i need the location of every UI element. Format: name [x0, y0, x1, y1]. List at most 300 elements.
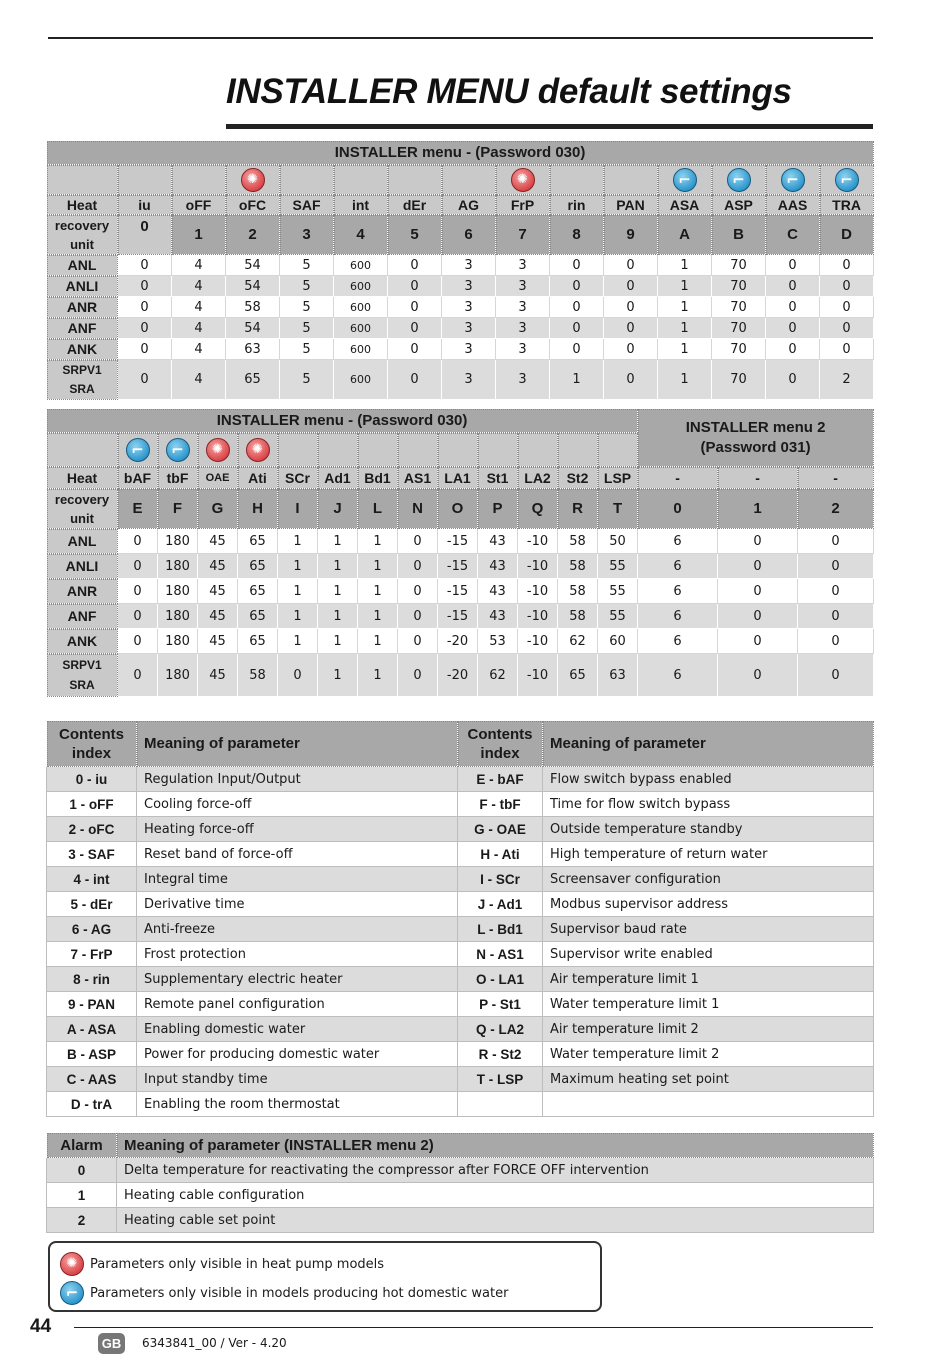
- table2-code: AS1: [398, 467, 438, 489]
- table1-code-row: [47, 195, 874, 215]
- table1-value: 3: [442, 339, 496, 360]
- table3-index: 7 - FrP: [47, 942, 137, 967]
- table2-data-row: [47, 554, 874, 579]
- table2-value: 0: [398, 629, 438, 654]
- table3-row: [47, 792, 874, 817]
- table1-index: 5: [388, 215, 442, 255]
- table2-row-label: Heat: [47, 467, 118, 489]
- table2-value: -15: [438, 529, 478, 554]
- table2-value: 0: [798, 529, 874, 554]
- table2-value: 1: [318, 654, 358, 697]
- legend-water-text: Parameters only visible in models producing hot domestic water: [90, 1285, 509, 1301]
- table1-value: 0: [118, 339, 172, 360]
- table4-row: [47, 1208, 874, 1233]
- table1-value: 70: [712, 276, 766, 297]
- table1-index: 8: [550, 215, 604, 255]
- table2-value: 0: [118, 604, 158, 629]
- table3-index-header-2: [458, 721, 543, 767]
- table2-value: 180: [158, 629, 198, 654]
- table1-icon-cell: [226, 165, 280, 195]
- table2-title: INSTALLER menu - (Password 030): [47, 409, 638, 433]
- table3-index: R - St2: [458, 1042, 543, 1067]
- table1-index: B: [712, 215, 766, 255]
- table1-value: 5: [280, 276, 334, 297]
- legend-water-row: [60, 1281, 508, 1305]
- table3-index: C - AAS: [47, 1067, 137, 1092]
- table2-index: 0: [638, 489, 718, 529]
- table1-code: SAF: [280, 195, 334, 215]
- table2-code: St2: [558, 467, 598, 489]
- table1-value: 3: [442, 276, 496, 297]
- table2-value: 0: [798, 604, 874, 629]
- table3-meaning: High temperature of return water: [543, 842, 874, 867]
- installer-menu-table-1: [46, 140, 874, 400]
- table2-data-row: [47, 654, 874, 697]
- table3-meaning: Modbus supervisor address: [543, 892, 874, 917]
- table2-icon-cell: [158, 433, 198, 467]
- table3-meaning: Regulation Input/Output: [137, 767, 458, 792]
- table3-meaning: Flow switch bypass enabled: [543, 767, 874, 792]
- table1-value: 0: [550, 255, 604, 276]
- table1-value: 0: [820, 297, 874, 318]
- table2-icon-cell: [398, 433, 438, 467]
- table2-value: 6: [638, 604, 718, 629]
- table3-row: [47, 942, 874, 967]
- table2-code-row: [47, 467, 874, 489]
- table3-index: [458, 1092, 543, 1117]
- table3-index: L - Bd1: [458, 917, 543, 942]
- table1-value: 0: [118, 297, 172, 318]
- table2-value: 55: [598, 579, 638, 604]
- table1-value: 0: [388, 318, 442, 339]
- table2-index: 2: [798, 489, 874, 529]
- table1-index: 9: [604, 215, 658, 255]
- table1-code: rin: [550, 195, 604, 215]
- table2-code: -: [718, 467, 798, 489]
- table1-code: ASA: [658, 195, 712, 215]
- table2-value: 1: [358, 604, 398, 629]
- table2-index: F: [158, 489, 198, 529]
- table2-icon-cell: [558, 433, 598, 467]
- table2-row-label-2: [47, 489, 118, 529]
- table1-value: 70: [712, 297, 766, 318]
- table2-unit: ANLI: [47, 554, 118, 579]
- table3-row: [47, 767, 874, 792]
- table1-data-row: [47, 297, 874, 318]
- table1-value: 3: [496, 360, 550, 400]
- table1-value: 70: [712, 318, 766, 339]
- table3-index: N - AS1: [458, 942, 543, 967]
- table3-row: [47, 867, 874, 892]
- table2-code: -: [798, 467, 874, 489]
- table3-meaning-header-2: Meaning of parameter: [543, 721, 874, 767]
- table3-index: 0 - iu: [47, 767, 137, 792]
- table2-value: 1: [318, 604, 358, 629]
- table2-icon-cell: [198, 433, 238, 467]
- table3-meaning: Supplementary electric heater: [137, 967, 458, 992]
- table1-value: 0: [820, 318, 874, 339]
- table2-value: 1: [318, 579, 358, 604]
- table3-index: 4 - int: [47, 867, 137, 892]
- table1-row-label-line: unit: [70, 236, 94, 252]
- table1-value: 0: [118, 276, 172, 297]
- table3-meaning: Input standby time: [137, 1067, 458, 1092]
- table2-index: E: [118, 489, 158, 529]
- table3-index: D - trA: [47, 1092, 137, 1117]
- table3-index-header-1: [47, 721, 137, 767]
- table4-alarm-header: Alarm: [47, 1133, 117, 1158]
- table2-index: P: [478, 489, 518, 529]
- table2-index: G: [198, 489, 238, 529]
- table1-code: oFC: [226, 195, 280, 215]
- table3-index: 8 - rin: [47, 967, 137, 992]
- table2-value: 1: [318, 629, 358, 654]
- table2-title-row: [47, 409, 874, 433]
- table1-index: 3: [280, 215, 334, 255]
- table1-value: 0: [766, 360, 820, 400]
- water-tap-icon: [835, 168, 859, 192]
- table2-code: SCr: [278, 467, 318, 489]
- table2-value: 58: [558, 554, 598, 579]
- table1-index: 7: [496, 215, 550, 255]
- table1-value: 0: [550, 339, 604, 360]
- table2-value: -15: [438, 579, 478, 604]
- table1-value: 0: [604, 297, 658, 318]
- table2-unit-line: SRA: [69, 678, 95, 692]
- table3-meaning: Heating force-off: [137, 817, 458, 842]
- table3-row: [47, 967, 874, 992]
- table1-unit: ANR: [47, 297, 118, 318]
- table1-icon-cell-blank: [47, 165, 118, 195]
- table1-value: 0: [118, 360, 172, 400]
- table4-header-row: [47, 1133, 874, 1158]
- table1-value: 0: [550, 276, 604, 297]
- table3-meaning: Outside temperature standby: [543, 817, 874, 842]
- table1-value: 0: [388, 276, 442, 297]
- heat-pump-icon: [246, 438, 270, 462]
- table3-index: 6 - AG: [47, 917, 137, 942]
- title-underline: [226, 124, 873, 129]
- table1-value: 0: [604, 339, 658, 360]
- table4-meaning: Heating cable set point: [117, 1208, 874, 1233]
- table1-value: 70: [712, 339, 766, 360]
- table1-value: 4: [172, 255, 226, 276]
- table2-index: T: [598, 489, 638, 529]
- table2-icon-cell: [278, 433, 318, 467]
- table2-value: 0: [718, 604, 798, 629]
- table2-value: 1: [318, 529, 358, 554]
- table4-row: [47, 1183, 874, 1208]
- table1-value: 600: [334, 318, 388, 339]
- table2-value: 1: [278, 604, 318, 629]
- table2-value: 180: [158, 579, 198, 604]
- table1-value: 0: [604, 276, 658, 297]
- table1-value: 0: [766, 297, 820, 318]
- table2-value: -10: [518, 654, 558, 697]
- water-tap-icon: [781, 168, 805, 192]
- table1-value: 4: [172, 360, 226, 400]
- table1-value: 3: [496, 255, 550, 276]
- table2-value: -10: [518, 629, 558, 654]
- table2-value: 60: [598, 629, 638, 654]
- table1-value: 0: [766, 255, 820, 276]
- table2-value: 6: [638, 529, 718, 554]
- table2-index: O: [438, 489, 478, 529]
- table1-value: 0: [550, 297, 604, 318]
- table3-meaning: Water temperature limit 2: [543, 1042, 874, 1067]
- table2-code: -: [638, 467, 718, 489]
- table3-meaning: Air temperature limit 1: [543, 967, 874, 992]
- table1-value: 2: [820, 360, 874, 400]
- table2-value: 45: [198, 579, 238, 604]
- table2-icon-cell: [238, 433, 278, 467]
- table3-index: F - tbF: [458, 792, 543, 817]
- table3-index: I - SCr: [458, 867, 543, 892]
- table2-value: 1: [358, 529, 398, 554]
- table3-meaning: Air temperature limit 2: [543, 1017, 874, 1042]
- table1-icon-cell: [712, 165, 766, 195]
- table1-value: 5: [280, 339, 334, 360]
- table1-value: 3: [442, 318, 496, 339]
- table2-value: 0: [118, 654, 158, 697]
- table1-data-row: [47, 339, 874, 360]
- table3-index: 2 - oFC: [47, 817, 137, 842]
- table3-row: [47, 917, 874, 942]
- table2-icon-cell: [358, 433, 398, 467]
- table1-unit: ANF: [47, 318, 118, 339]
- table1-code: PAN: [604, 195, 658, 215]
- water-tap-icon: [60, 1281, 84, 1305]
- table1-value: 4: [172, 276, 226, 297]
- table2-index: Q: [518, 489, 558, 529]
- table2-index: R: [558, 489, 598, 529]
- table2-value: 58: [558, 579, 598, 604]
- table1-icon-cell: [388, 165, 442, 195]
- heat-pump-icon: [241, 168, 265, 192]
- table1-data-row: [47, 255, 874, 276]
- table4-meaning: Heating cable configuration: [117, 1183, 874, 1208]
- table1-index: 6: [442, 215, 496, 255]
- table1-value: 70: [712, 360, 766, 400]
- table2-value: 0: [718, 529, 798, 554]
- table3-index: T - LSP: [458, 1067, 543, 1092]
- table2-code: Ad1: [318, 467, 358, 489]
- table3-meaning: Cooling force-off: [137, 792, 458, 817]
- table1-value: 3: [496, 297, 550, 318]
- table2-value: 62: [558, 629, 598, 654]
- heat-pump-icon: [511, 168, 535, 192]
- table2-value: 6: [638, 654, 718, 697]
- table2-value: 0: [718, 554, 798, 579]
- table1-row-label: Heat: [47, 195, 118, 215]
- table1-value: 1: [658, 339, 712, 360]
- table3-index: E - bAF: [458, 767, 543, 792]
- table2-icon-cell: [598, 433, 638, 467]
- table2-value: 6: [638, 629, 718, 654]
- table1-code: int: [334, 195, 388, 215]
- table1-value: 0: [118, 318, 172, 339]
- table1-data-row: [47, 360, 874, 400]
- table1-value: 0: [604, 360, 658, 400]
- table2-value: 53: [478, 629, 518, 654]
- table1-value: 1: [658, 360, 712, 400]
- table2-code: Ati: [238, 467, 278, 489]
- water-tap-icon: [126, 438, 150, 462]
- table2-value: -10: [518, 579, 558, 604]
- table3-header-row: [47, 721, 874, 767]
- alarm-meaning-table: [46, 1132, 874, 1233]
- table3-row: [47, 892, 874, 917]
- table2-code: LA2: [518, 467, 558, 489]
- table1-icon-cell: [334, 165, 388, 195]
- table4-meaning: Delta temperature for reactivating the compressor after FORCE OFF intervention: [117, 1158, 874, 1183]
- table1-icon-cell: [766, 165, 820, 195]
- table2-value: 0: [398, 554, 438, 579]
- table1-value: 54: [226, 318, 280, 339]
- table2-value: 0: [398, 579, 438, 604]
- table2-menu2-title: [638, 409, 874, 467]
- table1-value: 3: [496, 339, 550, 360]
- page-number: 44: [30, 1316, 52, 1337]
- table1-value: 0: [820, 276, 874, 297]
- table2-value: 0: [118, 579, 158, 604]
- table2-value: 0: [398, 529, 438, 554]
- table2-code: LSP: [598, 467, 638, 489]
- table2-value: 180: [158, 554, 198, 579]
- table1-icon-cell: [604, 165, 658, 195]
- table1-index-row: [47, 215, 874, 255]
- table2-unit: ANR: [47, 579, 118, 604]
- table1-value: 5: [280, 318, 334, 339]
- table3-index: B - ASP: [47, 1042, 137, 1067]
- table4-meaning-header: Meaning of parameter (INSTALLER menu 2): [117, 1133, 874, 1158]
- table3-meaning: Enabling domestic water: [137, 1017, 458, 1042]
- table1-value: 3: [442, 360, 496, 400]
- table3-index: 1 - oFF: [47, 792, 137, 817]
- table1-code: TRA: [820, 195, 874, 215]
- table2-value: 0: [718, 579, 798, 604]
- top-rule: [48, 37, 873, 39]
- table3-row: [47, 842, 874, 867]
- table2-index: H: [238, 489, 278, 529]
- table2-value: -10: [518, 529, 558, 554]
- table1-icon-cell: [442, 165, 496, 195]
- table3-index: O - LA1: [458, 967, 543, 992]
- table3-index: 3 - SAF: [47, 842, 137, 867]
- table3-meaning: Water temperature limit 1: [543, 992, 874, 1017]
- table1-value: 63: [226, 339, 280, 360]
- table1-value: 0: [388, 255, 442, 276]
- water-tap-icon: [727, 168, 751, 192]
- table1-value: 0: [388, 297, 442, 318]
- table3-row: [47, 817, 874, 842]
- table3-meaning: Screensaver configuration: [543, 867, 874, 892]
- table2-value: 0: [798, 579, 874, 604]
- table3-meaning: Integral time: [137, 867, 458, 892]
- table2-unit-line: SRPV1: [62, 658, 102, 672]
- legend-heat-row: [60, 1252, 384, 1276]
- table1-icon-cell: [496, 165, 550, 195]
- table2-value: 45: [198, 629, 238, 654]
- table1-index: A: [658, 215, 712, 255]
- table1-value: 1: [658, 297, 712, 318]
- table1-value: 4: [172, 297, 226, 318]
- table2-data-row: [47, 629, 874, 654]
- table1-unit: [47, 360, 118, 400]
- table3-index: H - Ati: [458, 842, 543, 867]
- table3-index: 5 - dEr: [47, 892, 137, 917]
- table2-icon-cell: [118, 433, 158, 467]
- table3-meaning: Supervisor baud rate: [543, 917, 874, 942]
- table2-value: 0: [798, 654, 874, 697]
- table2-unit: ANL: [47, 529, 118, 554]
- table3-index: P - St1: [458, 992, 543, 1017]
- table1-icon-cell: [550, 165, 604, 195]
- table3-meaning: Remote panel configuration: [137, 992, 458, 1017]
- table3-meaning: Reset band of force-off: [137, 842, 458, 867]
- table2-value: 0: [278, 654, 318, 697]
- table2-value: 0: [798, 629, 874, 654]
- table1-icon-cell: [820, 165, 874, 195]
- table3-meaning-header-1: Meaning of parameter: [137, 721, 458, 767]
- table1-unit-line: SRA: [69, 381, 95, 396]
- table2-value: 1: [318, 554, 358, 579]
- table1-code: iu: [118, 195, 172, 215]
- table2-value: 180: [158, 529, 198, 554]
- table2-value: 0: [118, 529, 158, 554]
- table1-value: 0: [604, 318, 658, 339]
- table4-alarm-code: 0: [47, 1158, 117, 1183]
- table2-value: 0: [118, 629, 158, 654]
- table2-value: 55: [598, 604, 638, 629]
- legend-heat-text: Parameters only visible in heat pump models: [90, 1256, 385, 1272]
- table1-value: 54: [226, 276, 280, 297]
- table3-row: [47, 992, 874, 1017]
- table1-title-row: [47, 141, 874, 165]
- table2-value: 0: [718, 654, 798, 697]
- table3-index: J - Ad1: [458, 892, 543, 917]
- table1-value: 3: [496, 276, 550, 297]
- table2-value: 45: [198, 529, 238, 554]
- table1-value: 600: [334, 360, 388, 400]
- table2-value: 65: [558, 654, 598, 697]
- table1-unit: ANLI: [47, 276, 118, 297]
- table2-value: 43: [478, 529, 518, 554]
- table1-value: 0: [604, 255, 658, 276]
- table2-value: 55: [598, 554, 638, 579]
- table2-value: 65: [238, 579, 278, 604]
- table1-icon-cell: [172, 165, 226, 195]
- table1-index: C: [766, 215, 820, 255]
- table3-index-header-line: Contents: [59, 725, 124, 743]
- table1-code: ASP: [712, 195, 766, 215]
- table3-meaning: Supervisor write enabled: [543, 942, 874, 967]
- table2-value: 45: [198, 654, 238, 697]
- table1-code: FrP: [496, 195, 550, 215]
- table1-icon-cell: [118, 165, 172, 195]
- table2-code: LA1: [438, 467, 478, 489]
- table2-value: 43: [478, 554, 518, 579]
- table2-value: 43: [478, 579, 518, 604]
- table1-value: 65: [226, 360, 280, 400]
- table1-code: oFF: [172, 195, 226, 215]
- table2-code: OAE: [198, 467, 238, 489]
- table1-index: 0: [118, 215, 172, 255]
- table1-value: 0: [766, 318, 820, 339]
- icon-legend: [48, 1241, 602, 1312]
- table2-unit: ANK: [47, 629, 118, 654]
- table2-value: 1: [358, 579, 398, 604]
